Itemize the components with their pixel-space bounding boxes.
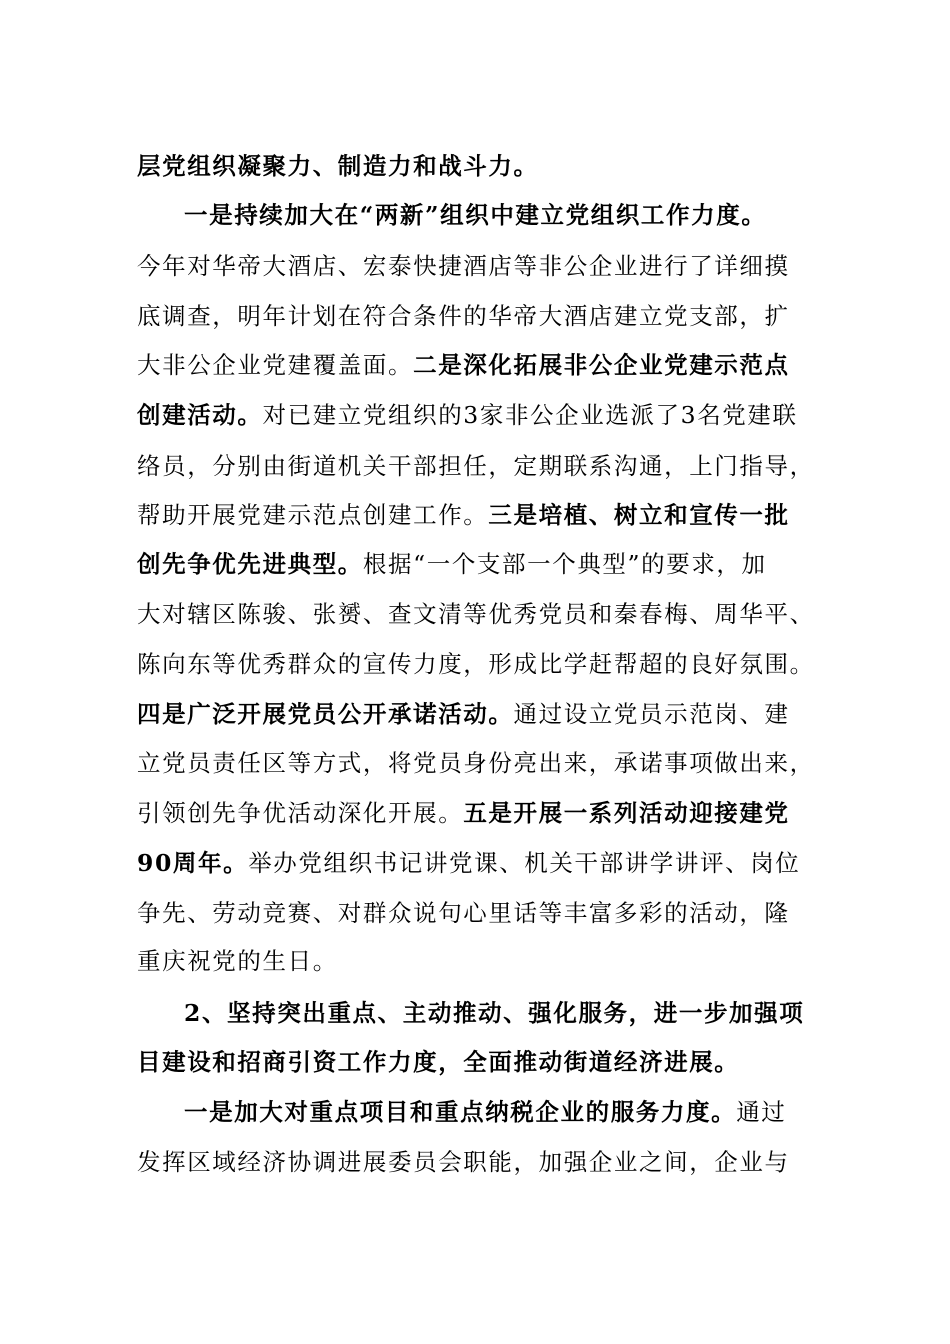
text-line <box>137 350 837 380</box>
text-run: 陈向东等优秀群众的宣传力度，形成比学赶帮超的良好氛围。 <box>137 650 815 678</box>
bold-text-run: 四是广泛开展党员公开承诺活动。 <box>137 700 514 728</box>
bold-text-run: 创先争优先进典型。 <box>137 550 363 578</box>
text-line <box>137 848 837 878</box>
text-run: 争先、劳动竞赛、对群众说句心里话等丰富多彩的活动，隆 <box>137 899 790 927</box>
text-line <box>137 301 837 331</box>
bold-text-run: 三是培植、树立和宣传一批 <box>488 501 790 529</box>
text-run: 举办党组织书记讲党课、机关干部讲学讲评、岗位 <box>248 849 801 877</box>
text-run: 立党员责任区等方式，将党员身份亮出来，承诺事项做出来， <box>137 749 815 777</box>
text-run: 络员，分别由街道机关干部担任，定期联系沟通，上门指导， <box>137 452 815 480</box>
bold-text-run: 一是加大对重点项目和重点纳税企业的服务力度。 <box>184 1098 737 1126</box>
text-run: 通过设立党员示范岗、建 <box>513 700 790 728</box>
text-line <box>137 451 837 481</box>
text-run: 今年对华帝大酒店、宏泰快捷酒店等非公企业进行了详细摸 <box>137 252 790 280</box>
text-run: 重庆祝党的生日。 <box>137 947 338 975</box>
text-line <box>184 998 837 1028</box>
bold-text-run: 目建设和招商引资工作力度，全面推动街道经济进展。 <box>137 1048 740 1076</box>
text-run: 大非公企业党建覆盖面。 <box>137 351 414 379</box>
bold-text-run: 2、坚持突出重点、主动推动、强化服务，进一步加强项 <box>184 999 805 1027</box>
bold-text-run: 五是开展一系列活动迎接建党 <box>463 799 790 827</box>
text-line <box>137 748 837 778</box>
text-line <box>137 599 837 629</box>
text-run: 帮助开展党建示范点创建工作。 <box>137 501 489 529</box>
text-run: 大对辖区陈骏、张赟、查文清等优秀党员和秦春梅、周华平、 <box>137 600 815 628</box>
text-line <box>137 946 837 976</box>
text-line <box>137 400 837 430</box>
bold-text-run: 90周年。 <box>137 849 249 877</box>
bold-text-run: 层党组织凝聚力、制造力和战斗力。 <box>137 152 539 180</box>
bold-text-run: 二是深化拓展非公企业党建示范点 <box>413 351 790 379</box>
text-run: 通过 <box>736 1098 787 1126</box>
text-line <box>184 200 837 230</box>
text-line <box>137 798 837 828</box>
text-line <box>137 151 837 181</box>
text-run: 发挥区域经济协调进展委员会职能，加强企业之间，企业与 <box>137 1148 790 1176</box>
text-line <box>137 898 837 928</box>
text-line <box>184 1097 837 1127</box>
text-run: 底调查，明年计划在符合条件的华帝大酒店建立党支部，扩 <box>137 302 790 330</box>
text-line <box>137 699 837 729</box>
text-line <box>137 549 837 579</box>
text-run: 根据“一个支部一个典型”的要求，加 <box>362 550 767 578</box>
bold-text-run: 一是持续加大在“两新”组织中建立党组织工作力度。 <box>184 201 767 229</box>
text-run: 引领创先争优活动深化开展。 <box>137 799 464 827</box>
text-line <box>137 1047 837 1077</box>
text-line <box>137 1147 837 1177</box>
text-line <box>137 251 837 281</box>
bold-text-run: 创建活动。 <box>137 401 263 429</box>
text-line <box>137 649 837 679</box>
text-line <box>137 500 837 530</box>
text-run: 对已建立党组织的3家非公企业选派了3名党建联 <box>262 401 798 429</box>
